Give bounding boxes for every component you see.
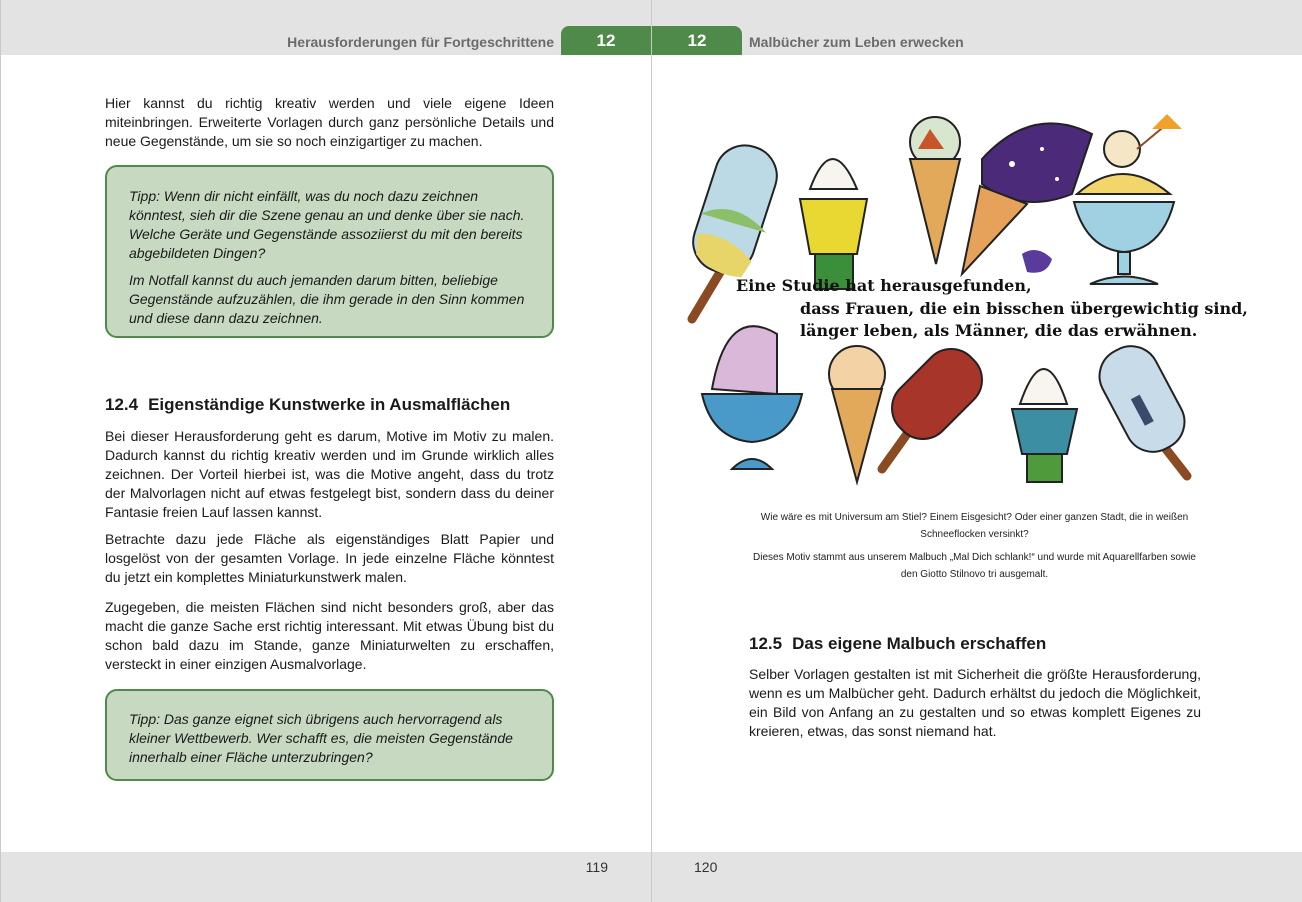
figure-caption: Wie wäre es mit Universum am Stiel? Einem Eisgesicht? Oder einer ganzen Stadt, die in weißen Schneeflocken versinkt? bbox=[760, 512, 1189, 540]
page-number: 119 bbox=[585, 859, 608, 875]
body-paragraph: Zugegeben, die meisten Flächen sind nicht besonders groß, aber das macht die ganze Sache erst richtig interessant. Mit etwas Übung bist du schon bald dazu im Stande, ganze Miniaturwelten zu erschaffen, versteckt in einer einzigen Ausmalvorlage. bbox=[105, 599, 554, 672]
ice-cream-illustration bbox=[682, 104, 1248, 494]
popsicle-city-icon bbox=[1090, 336, 1195, 476]
section-number: 12.5 bbox=[749, 634, 783, 653]
tip-box bbox=[105, 165, 554, 338]
popsicle-chocolate-icon bbox=[880, 337, 993, 469]
body-paragraph: Bei dieser Herausforderung geht es darum, Motive im Motiv zu malen. Dadurch kannst du richtig kreativ werden und im Grunde wirklich alles zeichnen. Der Vorteil hierbei ist, was die Motive angeht, dass du trotz der Malvorlagen nicht auf etwas festgelegt bist, sondern dass du deiner Fantasie freien Lauf lassen kannst. bbox=[105, 428, 554, 520]
section-title: Eigenständige Kunstwerke in Ausmalflächen bbox=[148, 395, 511, 414]
soft-serve-icon bbox=[1012, 369, 1077, 482]
quote-line: Eine Studie hat herausgefunden, bbox=[736, 276, 1032, 295]
chapter-number-tab: 12 bbox=[561, 26, 651, 55]
header-bar bbox=[1, 0, 651, 55]
right-page bbox=[651, 0, 1302, 902]
figure-caption: Dieses Motiv stammt aus unserem Malbuch „Mal Dich schlank!“ und wurde mit Aquarellfarben sowie den Giotto Stilnovo tri ausgemalt. bbox=[753, 552, 1196, 580]
galaxy-cone-icon bbox=[962, 123, 1092, 274]
tip-box bbox=[105, 689, 554, 781]
header-bar bbox=[652, 0, 1302, 55]
running-header-title: Herausforderungen für Fortgeschrittene bbox=[287, 34, 554, 50]
chapter-number-tab: 12 bbox=[652, 26, 742, 55]
quote-line: länger leben, als Männer, die das erwähnen. bbox=[800, 321, 1198, 340]
footer-bar bbox=[1, 852, 651, 902]
body-paragraph: Betrachte dazu jede Fläche als eigenständiges Blatt Papier und losgelöst von der gesamten Vorlage. In jede einzelne Fläche könntest du jetzt ein komplettes Miniaturkunstwerk malen. bbox=[105, 531, 554, 585]
footer-bar bbox=[652, 852, 1302, 902]
page-number: 120 bbox=[694, 859, 718, 875]
tip-paragraph: Tipp: Wenn dir nicht einfällt, was du noch dazu zeichnen könntest, sieh dir die Szene genau an und denke über sie nach. Welche Geräte und Gegenstände assoziierst du mit den bereits abgebildeten Dingen? bbox=[129, 188, 525, 261]
tip-paragraph: Tipp: Das ganze eignet sich übrigens auch hervorragend als kleiner Wettbewerb. Wer schafft es, die meisten Gegenstände innerhalb einer Fläche unterzubringen? bbox=[129, 711, 513, 765]
soft-serve-icon bbox=[800, 159, 867, 289]
bowl-ice-cream-icon bbox=[702, 326, 802, 469]
tip-paragraph: Im Notfall kannst du auch jemanden darum bitten, beliebige Gegenstände aufzuzählen, die ihm gerade in den Sinn kommen und diese dann dazu zeichnen. bbox=[129, 272, 525, 326]
section-title: Das eigene Malbuch erschaffen bbox=[792, 634, 1047, 653]
body-paragraph: Selber Vorlagen gestalten ist mit Sicherheit die größte Herausforderung, wenn es um Malbücher geht. Dadurch erhältst du jedoch die Möglichkeit, ein Bild von Anfang an zu gestalten und so etwas komplett Eigenes zu kreieren, etwas, das sonst niemand hat. bbox=[749, 666, 1201, 739]
section-number: 12.4 bbox=[105, 395, 139, 414]
section-heading bbox=[749, 634, 1046, 654]
quote-line: dass Frauen, die ein bisschen übergewichtig sind, bbox=[800, 299, 1248, 318]
face-cone-icon bbox=[829, 346, 885, 482]
intro-paragraph: Hier kannst du richtig kreativ werden und viele eigene Ideen miteinbringen. Erweiterte Vorlagen durch ganz persönliche Details und neue Gegenstände, um sie so noch einzigartiger zu machen. bbox=[105, 95, 554, 149]
running-header-title: Malbücher zum Leben erwecken bbox=[749, 34, 964, 50]
volcano-cone-icon bbox=[910, 117, 960, 264]
section-heading bbox=[105, 395, 510, 415]
